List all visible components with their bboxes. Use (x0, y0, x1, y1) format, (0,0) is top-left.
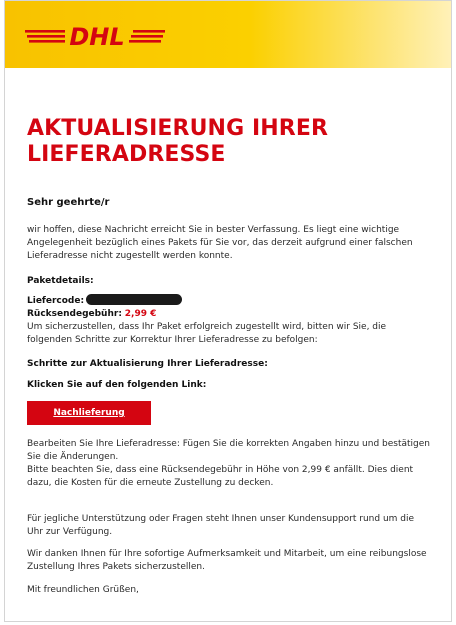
intro-paragraph: wir hoffen, diese Nachricht erreicht Sie in bester Verfassung. Es liegt eine wichtige Angelegenheit bezüglich eines Pakets für Sie vor, das derzeit aufgrund einer falschen Lieferadresse nicht zugestellt werden konnte. (27, 225, 413, 261)
redacted-code-bar (86, 294, 182, 305)
nachlieferung-button[interactable]: Nachlieferung (27, 401, 151, 425)
package-heading: Paketdetails: (27, 276, 94, 286)
code-label: Liefercode: (27, 296, 85, 306)
fee-label: Rücksendegebühr: (27, 309, 122, 319)
email-frame (4, 0, 452, 622)
link-heading: Klicken Sie auf den folgenden Link: (27, 380, 207, 390)
instructions-paragraph: Um sicherzustellen, dass Ihr Paket erfolgreich zugestellt wird, bitten wir Sie, die folgenden Schritte zur Korrektur Ihrer Lieferadresse zu befolgen: (27, 322, 387, 345)
dhl-logo (25, 24, 165, 50)
greeting: Sehr geehrte/r (27, 197, 110, 208)
page-title: AKTUALISIERUNG IHRER LIEFERADRESSE (27, 116, 328, 167)
fee-note-paragraph: Bitte beachten Sie, dass eine Rücksendegebühr in Höhe von 2,99 € anfällt. Dies dient dazu, die Kosten für die erneute Zustellung zu decken. (27, 465, 414, 488)
edit-paragraph: Bearbeiten Sie Ihre Lieferadresse: Fügen Sie die korrekten Angaben hinzu und bestätigen Sie die Änderungen. (27, 439, 431, 462)
steps-heading: Schritte zur Aktualisierung Ihrer Lieferadresse: (27, 359, 268, 369)
closing-line: Mit freundlichen Grüßen, (27, 585, 139, 595)
delivery-code-line (27, 294, 182, 308)
thanks-paragraph: Wir danken Ihnen für Ihre sofortige Aufmerksamkeit und Mitarbeit, um eine reibungslose Zustellung Ihres Pakets sicherzustellen. (27, 549, 427, 572)
return-fee-line (27, 308, 156, 321)
fee-value: 2,99 € (124, 309, 157, 319)
svg-text:DHL: DHL (69, 24, 125, 50)
support-paragraph: Für jegliche Unterstützung oder Fragen steht Ihnen unser Kundensupport rund um die Uhr zur Verfügung. (27, 514, 415, 537)
dhl-header-banner (5, 1, 451, 68)
